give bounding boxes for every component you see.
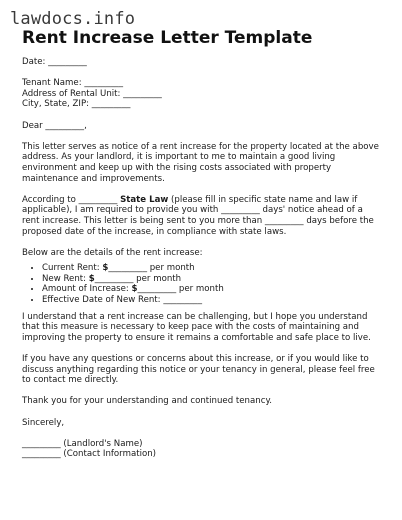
paragraph-understanding: I understand that a rent increase can be challenging, but I hope you understand that this measure is necessary to keep pace with the costs of maintaining and improving the property to ensure it remains a comfortable and safe place to live. xyxy=(22,311,371,343)
landlord-name-field: _________ (Landlord's Name) xyxy=(22,438,143,449)
tenant-name-field: Tenant Name: _________ xyxy=(22,78,123,89)
city-state-zip-field: City, State, ZIP: _________ xyxy=(22,99,131,110)
closing: Sincerely, xyxy=(22,417,65,428)
paragraph-thanks: Thank you for your understanding and continued tenancy. xyxy=(22,396,273,407)
contact-info-field: _________ (Contact Information) xyxy=(22,449,157,460)
list-item: • Effective Date of New Rent: _________ xyxy=(42,295,382,306)
rental-address-field: Address of Rental Unit: _________ xyxy=(22,88,162,99)
details-intro: Below are the details of the rent increase: xyxy=(22,247,203,258)
list-item: • Current Rent: $_________ per month xyxy=(42,263,382,274)
state-law-pre: According to _________ xyxy=(22,194,118,205)
letter-body xyxy=(22,57,382,460)
paragraph-notice: This letter serves as notice of a rent increase for the property located at the above address. As your landlord, it is important to me to maintain a good living environment and keep up with the rising costs associated with property maintenance and improvements. xyxy=(22,141,379,184)
details-list xyxy=(22,263,382,305)
date-field: Date: _________ xyxy=(22,57,87,67)
list-item: • Amount of Increase: $_________ per month xyxy=(42,284,382,295)
state-law-post: (please fill in specific state name and law if applicable), I am required to provide you with _________ days' notice ahead of a rent increase. This letter is being sent to you more than _________ days before the proposed date of the increase, in compliance with state laws. xyxy=(22,194,374,237)
paragraph-state-law xyxy=(22,195,382,237)
list-item: • New Rent: $_________ per month xyxy=(42,274,382,285)
site-watermark: lawdocs.info xyxy=(10,9,136,29)
paragraph-questions: If you have any questions or concerns about this increase, or if you would like to discuss anything regarding this notice or your tenancy in general, please feel free to contact me directly. xyxy=(22,354,375,386)
state-law-bold: State Law xyxy=(120,194,169,205)
document-title: Rent Increase Letter Template xyxy=(22,28,313,48)
salutation: Dear _________, xyxy=(22,120,87,131)
